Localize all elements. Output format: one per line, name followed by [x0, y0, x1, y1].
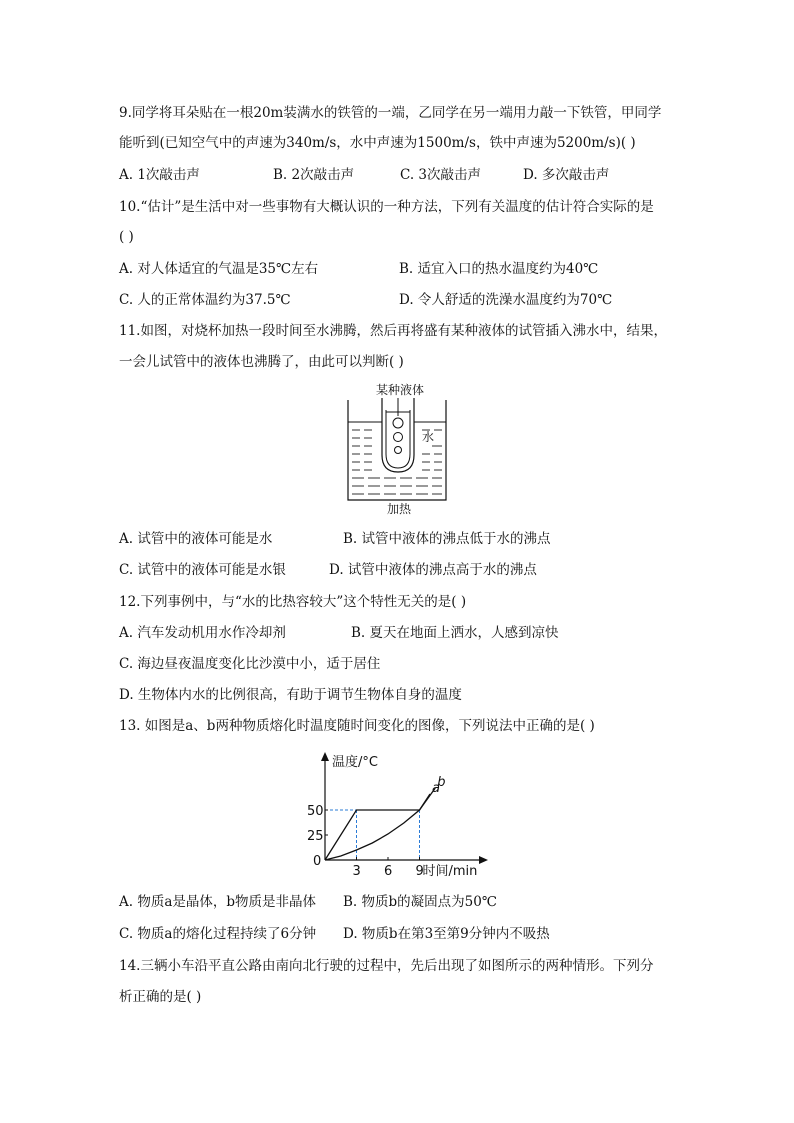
q10-stem-line2: ( ) — [119, 229, 134, 245]
series-label-a: a — [432, 781, 440, 796]
y-axis-label: 温度/°C — [332, 755, 378, 770]
q11-option-d: D. 试管中液体的沸点高于水的沸点 — [329, 562, 537, 578]
q14-stem-line2: 析正确的是( ) — [119, 989, 202, 1005]
q13-option-a: A. 物质a是晶体，b物质是非晶体 — [119, 894, 317, 910]
q14-stem-line1: 14.三辆小车沿平直公路由南向北行驶的过程中，先后出现了如图所示的两种情形。下列分 — [119, 958, 654, 974]
q11-stem-line1: 11.如图，对烧杯加热一段时间至水沸腾，然后再将盛有某种液体的试管插入沸水中，结果， — [119, 323, 667, 339]
fig-heat-label: 加热 — [387, 502, 412, 515]
y-tick-label-0: 0 — [313, 854, 322, 869]
q12-option-b: B. 夏天在地面上洒水，人感到凉快 — [351, 625, 559, 641]
x-axis-label: 时间/min — [422, 864, 478, 879]
x-tick-label-9: 9 — [415, 864, 424, 879]
q9-stem-line1: 9.同学将耳朵贴在一根20m装满水的铁管的一端，乙同学在另一端用力敲一下铁管，甲同学 — [119, 105, 662, 121]
q13-option-d: D. 物质b在第3至第9分钟内不吸热 — [343, 926, 550, 942]
x-tick-label-6: 6 — [384, 864, 393, 879]
q11-option-a: A. 试管中的液体可能是水 — [119, 531, 273, 547]
q11-option-b: B. 试管中液体的沸点低于水的沸点 — [343, 531, 551, 547]
q10-option-b: B. 适宜入口的热水温度约为40℃ — [399, 261, 599, 277]
q10-stem-line1: 10.“估计”是生活中对一些事物有大概认识的一种方法，下列有关温度的估计符合实际的是 — [119, 199, 654, 215]
q11-option-c: C. 试管中的液体可能是水银 — [119, 562, 286, 578]
q10-option-d: D. 令人舒适的洗澡水温度约为70℃ — [399, 292, 613, 308]
bubble-1 — [393, 418, 403, 428]
y-axis-arrow — [321, 752, 329, 761]
q13-option-c: C. 物质a的熔化过程持续了6分钟 — [119, 926, 317, 942]
y-tick-label-25: 25 — [307, 829, 324, 844]
x-tick-label-3: 3 — [352, 864, 361, 879]
q9-stem-line2: 能听到(已知空气中的声速为340m/s，水中声速为1500m/s，铁中声速为5200m/s)( ) — [119, 135, 636, 151]
q12-option-c: C. 海边昼夜温度变化比沙漠中小，适于居住 — [119, 656, 381, 672]
y-tick-label-50: 50 — [307, 804, 324, 819]
q13-option-b: B. 物质b的凝固点为50℃ — [343, 894, 497, 910]
q9-option-d: D. 多次敲击声 — [523, 167, 610, 183]
q11-beaker-figure — [334, 380, 464, 515]
q10-option-a: A. 对人体适宜的气温是35℃左右 — [119, 261, 319, 277]
fig-liquid-label: 某种液体 — [376, 383, 425, 397]
q13-melting-chart — [300, 748, 500, 883]
q13-stem: 13. 如图是a、b两种物质熔化时温度随时间变化的图像，下列说法中正确的是( ) — [119, 718, 595, 734]
bubble-3 — [395, 447, 402, 454]
q11-stem-line2: 一会儿试管中的液体也沸腾了，由此可以判断( ) — [119, 354, 404, 370]
series-label-b: b — [437, 775, 446, 790]
q12-option-d: D. 生物体内水的比例很高，有助于调节生物体自身的温度 — [119, 687, 462, 703]
q9-option-b: B. 2次敲击声 — [273, 167, 355, 183]
series-line-b — [325, 788, 435, 860]
q12-option-a: A. 汽车发动机用水作冷却剂 — [119, 625, 286, 641]
x-axis-arrow — [479, 856, 488, 864]
bubble-2 — [394, 433, 403, 442]
fig-water-label: 水 — [422, 430, 435, 444]
q9-option-a: A. 1次敲击声 — [119, 167, 200, 183]
series-line-a — [325, 794, 430, 860]
q9-option-c: C. 3次敲击声 — [400, 167, 482, 183]
q10-option-c: C. 人的正常体温约为37.5℃ — [119, 292, 291, 308]
q12-stem: 12.下列事例中，与“水的比热容较大”这个特性无关的是( ) — [119, 594, 467, 610]
